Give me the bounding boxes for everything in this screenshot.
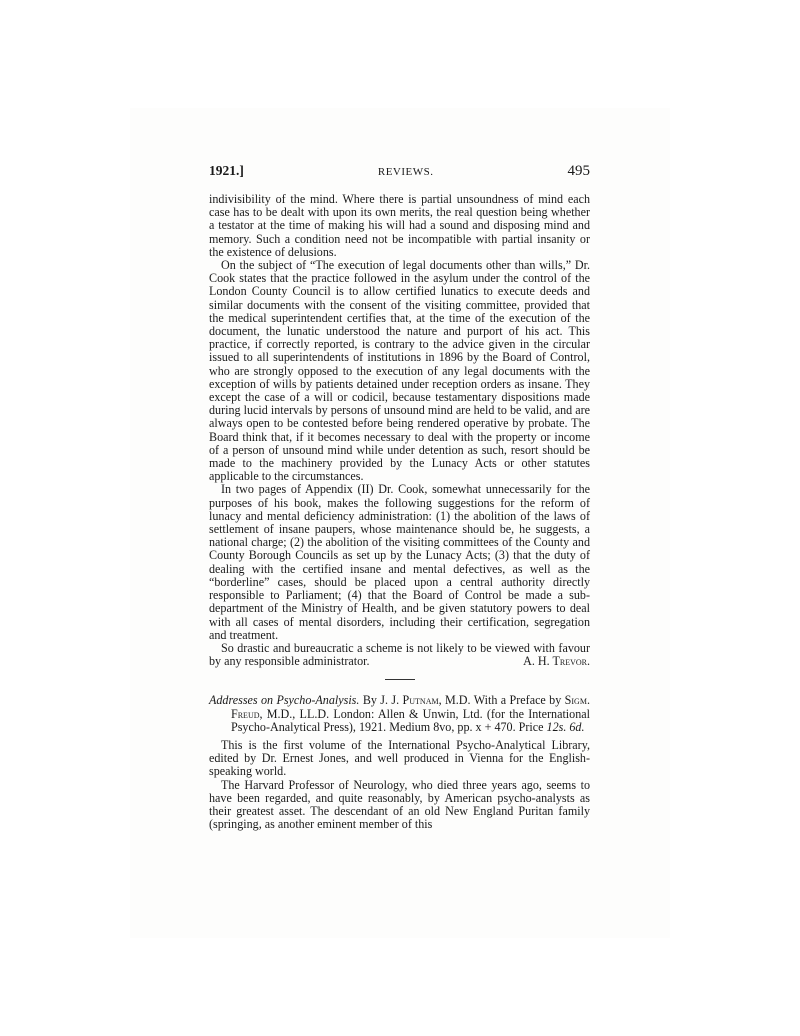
reviewer-signature: A. H. Trevor. [523, 654, 590, 669]
paragraph: indivisibility of the mind. Where there is partial unsoundness of mind each case has to be dealt with upon its own merits, the real question being whether a testator at the time of making his will had a sound and disposing mind and memory. Such a condition need not be incompatible with partial insanity or the existence of delusions. [209, 192, 590, 259]
paragraph: On the subject of “The execution of legal documents other than wills,” Dr. Cook states that the practice followed in the asylum under the control of the London County Council is to allow certified lunatics to execute deeds and similar documents with the consent of the visiting committee, provided that the medical superintendent certifies that, at the time of the execution of the document, the lunatic understood the nature and purport of his act. This practice, if correctly reported, is contrary to the advice given in the circular issued to all superintendents of institutions in 1896 by the Board of Control, who are strongly opposed to the execution of any legal documents with the exception of wills by patients detained under reception orders as insane. They except the case of a will or codicil, because testamentary dispositions made during lucid intervals by persons of unsound mind are held to be valid, and are always open to be contested before being rendered operative by probate. The Board think that, if it becomes necessary to deal with the property or income of a person of unsound mind while under detention as such, resort should be made to the machinery provided by the Lunacy Acts or other statutes applicable to the circumstances. [209, 258, 590, 484]
page-content [209, 163, 590, 831]
review-lunacy-law [209, 193, 590, 668]
closing-text: So drastic and bureaucratic a scheme is not likely to be viewed with favour by any responsible administrator. [209, 640, 590, 669]
publication-details: , M.D., LL.D. London: Allen & Unwin, Ltd. (for the International Psycho-Analytical Press), 1921. Medium 8vo, pp. x + 470. Price [231, 706, 590, 734]
section-divider [385, 679, 415, 680]
paragraph: In two pages of Appendix (II) Dr. Cook, somewhat unnecessarily for the purposes of his book, makes the following suggestions for the reform of lunacy and mental deficiency administration: (1) the abolition of the laws of settlement of insane paupers, whose maintenance should be, he suggests, a national charge; (2) the abolition of the visiting committees of the County and County Borough Councils as set up by the Lunacy Acts; (3) that the duty of dealing with the certified insane and mental defectives, as well as the “borderline” cases, should be placed upon a central authority directly responsible to Parliament; (4) that the Board of Control be made a sub-department of the Ministry of Health, and be given statutory powers to deal with all cases of mental disorders, including their certification, segregation and treatment. [209, 482, 590, 642]
book-citation [209, 694, 590, 734]
header-year: 1921.] [209, 163, 244, 178]
book-title: Addresses on Psycho-Analysis. [209, 693, 360, 708]
paragraph: The Harvard Professor of Neurology, who died three years ago, seems to have been regarded, and quite reasonably, by American psycho-analysts as their greatest asset. The descendant of an old New England Puritan family (springing, as another eminent member of this [209, 777, 590, 832]
book-author: Putnam [402, 693, 439, 708]
citation-author-suffix: , M.D. With a Preface by [438, 693, 562, 708]
header-section-title: REVIEWS. [377, 166, 434, 178]
review-psycho-analysis [209, 694, 590, 831]
page-number: 495 [567, 163, 590, 179]
closing-paragraph [209, 642, 590, 668]
book-price: 12s. 6d. [546, 719, 585, 734]
preface-author: Sigm. Freud [231, 693, 590, 721]
paragraph: This is the first volume of the International Psycho-Analytical Library, edited by Dr. Ernest Jones, and well produced in Vienna for the English-speaking world. [209, 737, 590, 779]
running-header [209, 163, 590, 187]
citation-by: By J. J. [362, 693, 400, 708]
